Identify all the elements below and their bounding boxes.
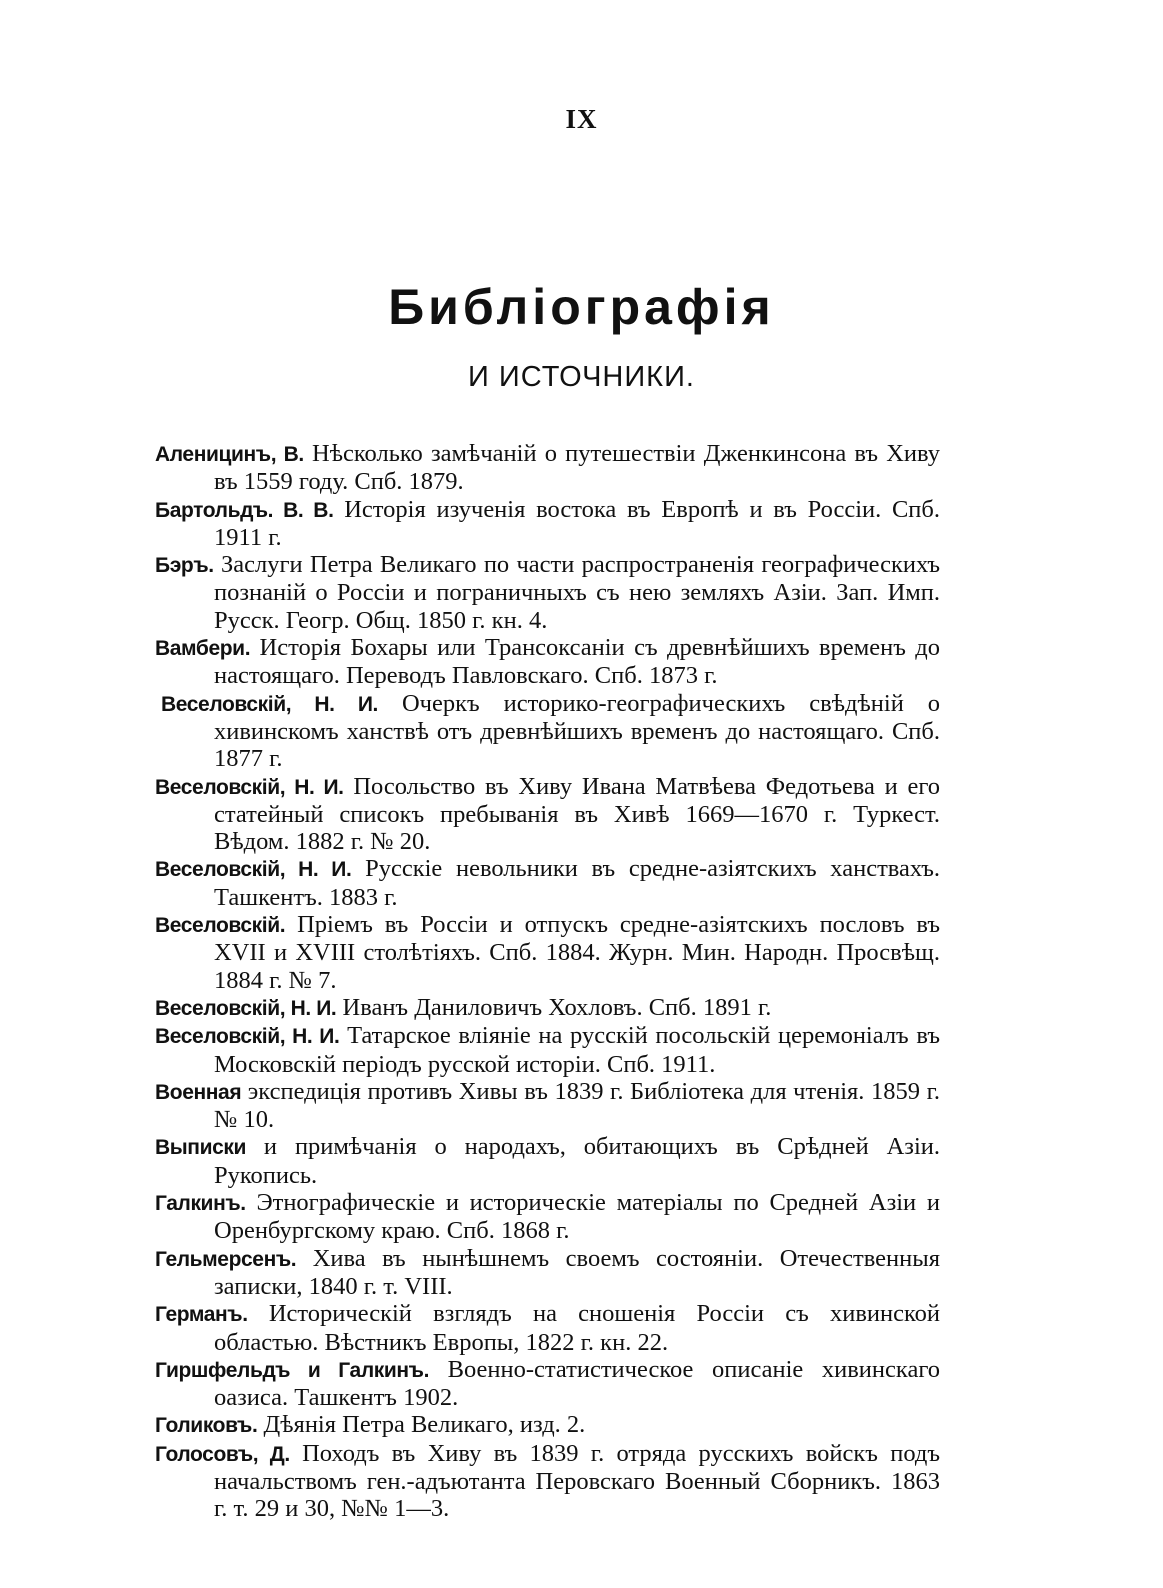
entry-author: Выписки (155, 1136, 246, 1160)
bibliography-entry (155, 994, 940, 1022)
entry-author: Голиковъ. (155, 1414, 258, 1438)
entry-author: Веселовскій. (155, 914, 286, 938)
entry-author: Бартольдъ. В. В. (155, 498, 334, 522)
bibliography-entry (155, 1300, 940, 1356)
entry-author: Галкинъ. (155, 1192, 246, 1216)
entry-author: Веселовскій, Н. И. (161, 692, 378, 716)
entry-text: Этнографическіе и историческіе матеріалы по Средней Азіи и Оренбургскому краю. Спб. 1868 г. (214, 1189, 941, 1245)
entry-text: и примѣчанія о народахъ, обитающихъ въ Срѣдней Азіи. Рукопись. (214, 1133, 941, 1189)
entry-text: Исторія Бохары или Трансоксаніи съ древнѣйшихъ временъ до настоящаго. Переводъ Павловскаго. Спб. 1873 г. (214, 634, 941, 690)
entry-text: Нѣсколько замѣчаній о путешествіи Дженкинсона въ Хиву въ 1559 году. Спб. 1879. (214, 440, 940, 496)
entry-text: Пріемъ въ Россіи и отпускъ средне-азіятскихъ пословъ въ XVII и XVIII столѣтіяхъ. Спб. 1884. Журн. Мин. Народн. Просвѣщ. 1884 г. № 7. (214, 911, 941, 994)
entry-text: Заслуги Петра Великаго по части распространенія географическихъ познаній о Россіи и пограничныхъ съ нею земляхъ Азіи. Зап. Имп. Русск. Геогр. Общ. 1850 г. кн. 4. (214, 551, 941, 634)
bibliography-entry (155, 634, 940, 690)
entry-text: Очеркъ историко-географическихъ свѣдѣній о хивинскомъ ханствѣ отъ древнѣйшихъ временъ до настоящаго. Спб. 1877 г. (214, 689, 940, 773)
entry-author: Военная (155, 1080, 242, 1104)
page-subtitle: И ИСТОЧНИКИ. (468, 361, 695, 393)
bibliography-entry (155, 1356, 940, 1412)
bibliography-entry (155, 1022, 940, 1078)
bibliography-entry (155, 1189, 940, 1245)
entry-text: экспедиція противъ Хивы въ 1839 г. Библіотека для чтенія. 1859 г. № 10. (214, 1077, 940, 1134)
entry-author: Веселовскій, Н. И. (155, 858, 352, 882)
bibliography-entry (155, 1440, 940, 1523)
entry-text: Русскіе невольники въ средне-азіятскихъ ханствахъ. Ташкентъ. 1883 г. (214, 855, 941, 911)
entry-text: Посольство въ Хиву Ивана Матвѣева Федотьева и его статейный списокъ пребыванія въ Хивѣ 1669—1670 г. Туркест. Вѣдом. 1882 г. № 20. (214, 772, 941, 856)
entry-text: Татарское вліяніе на русскій посольскій церемоніалъ въ Московскій періодъ русской исторіи. Спб. 1911. (214, 1022, 940, 1078)
entry-author: Веселовскій, Н. И. (155, 775, 344, 799)
entry-text: Походъ въ Хиву въ 1839 г. отряда русскихъ войскъ подъ начальствомъ ген.-адъютанта Перовскаго Военный Сборникъ. 1863 г. т. 29 и 30, №№ 1—3. (214, 1439, 940, 1523)
entry-author: Бэръ. (155, 554, 214, 578)
bibliography-list (155, 440, 940, 1523)
entry-author: Веселовскій, Н. И. (155, 1025, 340, 1049)
bibliography-entry (155, 551, 940, 634)
bibliography-entry (155, 440, 940, 496)
entry-author: Гельмерсенъ. (155, 1247, 297, 1271)
bibliography-entry (155, 1133, 940, 1189)
entry-author: Голосовъ, Д. (155, 1442, 290, 1466)
entry-text: Иванъ Даниловичъ Хохловъ. Спб. 1891 г. (342, 993, 772, 1021)
bibliography-entry (155, 1245, 940, 1301)
bibliography-entry (155, 690, 940, 773)
bibliography-entry (155, 773, 940, 856)
entry-author: Гиршфельдъ и Галкинъ. (155, 1358, 430, 1382)
bibliography-entry (155, 496, 940, 552)
bibliography-entry (155, 855, 940, 911)
entry-text: Историческій взглядъ на сношенія Россіи съ хивинской областью. Вѣстникъ Европы, 1822 г. кн. 22. (214, 1300, 941, 1356)
entry-text: Исторія изученія востока въ Европѣ и въ Россіи. Спб. 1911 г. (214, 495, 941, 551)
entry-author: Вамбери. (155, 637, 251, 661)
entry-text: Хива въ нынѣшнемъ своемъ состояніи. Отечественныя записки, 1840 г. т. VIII. (214, 1244, 941, 1300)
entry-text: Военно-статистическое описаніе хивинскаго оазиса. Ташкентъ 1902. (214, 1355, 941, 1412)
entry-author: Аленицинъ, В. (155, 443, 304, 466)
page-number: IX (565, 104, 598, 134)
bibliography-entry (155, 1078, 940, 1134)
bibliography-entry (155, 911, 940, 994)
entry-author: Германъ. (155, 1303, 248, 1327)
page-title: Библіографія (388, 279, 775, 335)
entry-author: Веселовскій, Н. И. (155, 996, 337, 1020)
entry-text: Дѣянія Петра Великаго, изд. 2. (263, 1411, 586, 1439)
bibliography-entry (155, 1411, 940, 1439)
